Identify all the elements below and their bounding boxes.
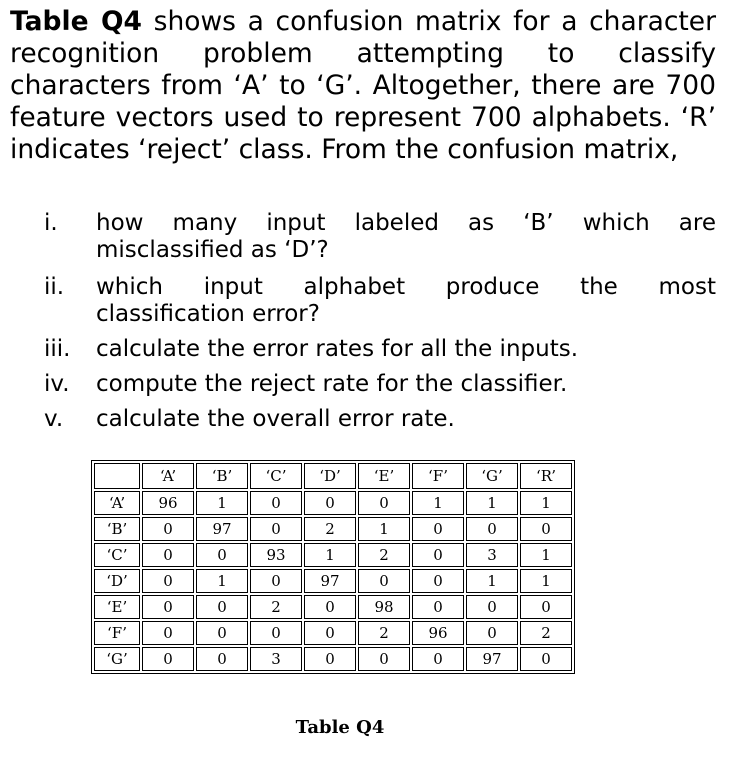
matrix-cell: 0 <box>196 621 248 645</box>
question-item <box>44 405 716 433</box>
matrix-row-header: ‘G’ <box>94 647 140 671</box>
matrix-cell: 0 <box>358 491 410 515</box>
matrix-cell: 0 <box>304 647 356 671</box>
matrix-cell: 0 <box>196 647 248 671</box>
question-number: v. <box>44 406 64 432</box>
matrix-cell: 0 <box>142 595 194 619</box>
matrix-cell: 0 <box>196 543 248 567</box>
matrix-row-header: ‘D’ <box>94 569 140 593</box>
matrix-column-header: ‘G’ <box>466 463 518 489</box>
matrix-cell: 1 <box>304 543 356 567</box>
matrix-row <box>94 569 572 593</box>
matrix-cell: 2 <box>520 621 572 645</box>
matrix-cell: 0 <box>520 595 572 619</box>
matrix-column-header: ‘R’ <box>520 463 572 489</box>
question-item <box>44 335 716 363</box>
matrix-row-header: ‘C’ <box>94 543 140 567</box>
matrix-cell: 2 <box>250 595 302 619</box>
question-number: iii. <box>44 336 71 362</box>
matrix-cell: 97 <box>466 647 518 671</box>
matrix-cell: 0 <box>412 595 464 619</box>
matrix-cell: 0 <box>250 621 302 645</box>
matrix-cell: 96 <box>412 621 464 645</box>
question-text: calculate the overall error rate. <box>96 406 455 432</box>
matrix-cell: 0 <box>412 517 464 541</box>
matrix-row <box>94 621 572 645</box>
matrix-cell: 0 <box>466 517 518 541</box>
matrix-cell: 0 <box>142 647 194 671</box>
confusion-matrix <box>91 460 575 674</box>
matrix-column-header: ‘C’ <box>250 463 302 489</box>
matrix-cell: 0 <box>250 569 302 593</box>
matrix-cell: 93 <box>250 543 302 567</box>
matrix-column-header: ‘F’ <box>412 463 464 489</box>
matrix-cell: 1 <box>358 517 410 541</box>
matrix-row <box>94 517 572 541</box>
matrix-cell: 0 <box>142 517 194 541</box>
matrix-row-header: ‘E’ <box>94 595 140 619</box>
matrix-cell: 0 <box>304 491 356 515</box>
question-number: i. <box>44 210 58 236</box>
matrix-row <box>94 647 572 671</box>
matrix-cell: 1 <box>520 569 572 593</box>
matrix-cell: 0 <box>142 543 194 567</box>
matrix-column-header: ‘D’ <box>304 463 356 489</box>
matrix-cell: 0 <box>142 569 194 593</box>
matrix-cell: 0 <box>196 595 248 619</box>
matrix-cell: 0 <box>466 621 518 645</box>
question-number: ii. <box>44 274 65 300</box>
question-item <box>44 370 716 398</box>
matrix-cell: 1 <box>466 491 518 515</box>
matrix-cell: 0 <box>304 595 356 619</box>
matrix-cell: 97 <box>196 517 248 541</box>
question-text: which input alphabet produce the most classification error? <box>96 274 716 327</box>
question-number: iv. <box>44 371 70 397</box>
matrix-cell: 1 <box>466 569 518 593</box>
matrix-cell: 1 <box>520 491 572 515</box>
matrix-cell: 0 <box>412 543 464 567</box>
matrix-row <box>94 491 572 515</box>
matrix-cell: 1 <box>196 569 248 593</box>
question-item <box>44 274 716 328</box>
matrix-cell: 3 <box>466 543 518 567</box>
matrix-cell: 2 <box>304 517 356 541</box>
matrix-header-row <box>94 463 572 489</box>
matrix-cell: 3 <box>250 647 302 671</box>
matrix-row-header: ‘A’ <box>94 491 140 515</box>
table-reference: Table Q4 <box>10 6 142 37</box>
matrix-cell: 2 <box>358 543 410 567</box>
matrix-column-header: ‘A’ <box>142 463 194 489</box>
confusion-matrix-body <box>94 463 572 671</box>
matrix-cell: 0 <box>142 621 194 645</box>
question-list <box>44 210 716 433</box>
matrix-cell: 0 <box>520 647 572 671</box>
matrix-cell: 1 <box>196 491 248 515</box>
matrix-row-header: ‘B’ <box>94 517 140 541</box>
matrix-row-header: ‘F’ <box>94 621 140 645</box>
matrix-cell: 0 <box>412 647 464 671</box>
matrix-cell: 2 <box>358 621 410 645</box>
matrix-row <box>94 595 572 619</box>
question-text: compute the reject rate for the classifier. <box>96 371 568 397</box>
matrix-cell: 0 <box>250 491 302 515</box>
question-intro <box>10 6 716 166</box>
question-text: how many input labeled as ‘B’ which are misclassified as ‘D’? <box>96 210 716 263</box>
matrix-cell: 96 <box>142 491 194 515</box>
matrix-row <box>94 543 572 567</box>
matrix-cell: 1 <box>520 543 572 567</box>
matrix-cell: 1 <box>412 491 464 515</box>
matrix-cell: 0 <box>412 569 464 593</box>
table-caption: Table Q4 <box>295 717 385 738</box>
matrix-corner-cell <box>94 463 140 489</box>
matrix-cell: 0 <box>250 517 302 541</box>
matrix-cell: 98 <box>358 595 410 619</box>
intro-text: shows a confusion matrix for a character recognition problem attempting to classify characters from ‘A’ to ‘G’. Altogether, there are 700 feature vectors used to represent 700 alphabets. ‘R’ indicates ‘reject’ class. From the confusion matrix, <box>10 6 716 165</box>
matrix-cell: 0 <box>358 647 410 671</box>
matrix-cell: 0 <box>358 569 410 593</box>
matrix-column-header: ‘B’ <box>196 463 248 489</box>
question-text: calculate the error rates for all the inputs. <box>96 336 579 362</box>
matrix-cell: 0 <box>466 595 518 619</box>
matrix-cell: 97 <box>304 569 356 593</box>
matrix-cell: 0 <box>304 621 356 645</box>
matrix-column-header: ‘E’ <box>358 463 410 489</box>
question-item <box>44 210 716 264</box>
matrix-cell: 0 <box>520 517 572 541</box>
